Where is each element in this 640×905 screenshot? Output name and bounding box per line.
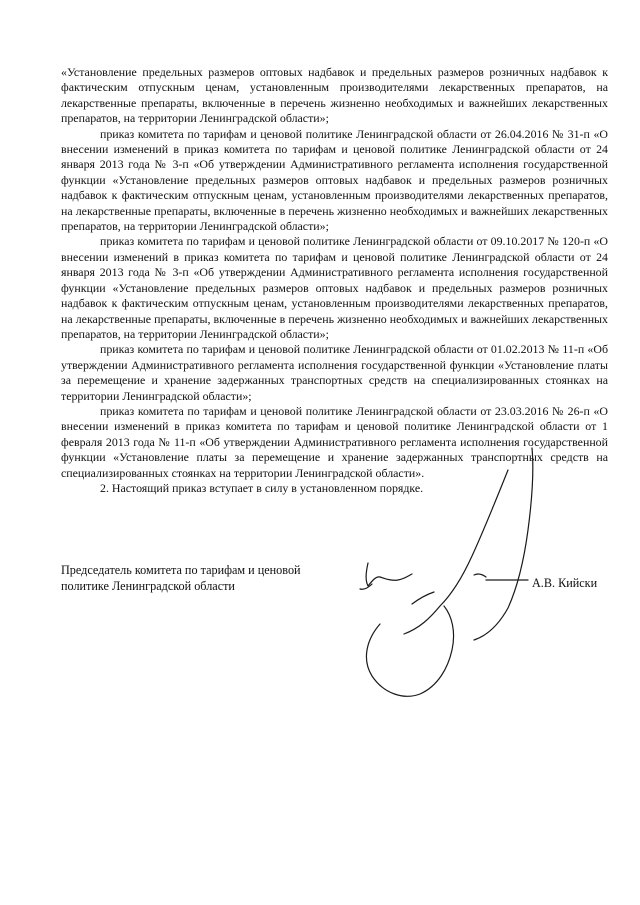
- paragraph-order-11p: приказ комитета по тарифам и ценовой политике Ленинградской области от 01.02.2013 № 11-п «Об утверждении Административного регламента исполнения государственной функции «Установление платы за перемещение и хранение задержанных транспортных средств на специализированных стоянках на территории Ленинградской области»;: [61, 342, 608, 403]
- paragraph-continuation: «Установление предельных размеров оптовых надбавок и предельных размеров розничных надбавок к фактическим отпускным ценам, установленным производителями лекарственных препаратов, на лекарственные препараты, включенные в перечень жизненно необходимых и важнейших лекарственных препаратов, на территории Ленинградской области»;: [61, 65, 608, 126]
- paragraph-item-2: 2. Настоящий приказ вступает в силу в установленном порядке.: [100, 480, 424, 495]
- paragraph-order-120p: приказ комитета по тарифам и ценовой политике Ленинградской области от 09.10.2017 № 120-п «О внесении изменений в приказ комитета по тарифам и ценовой политике Ленинградской области от 24 января 2013 года № 3-п «Об утверждении Административного регламента исполнения государственной функции «Установление предельных размеров оптовых надбавок и предельных размеров розничных надбавок к фактическим отпускным ценам, установленным производителями лекарственных препаратов, на лекарственные препараты, включенные в перечень жизненно необходимых и важнейших лекарственных препаратов, на территории Ленинградской области»;: [61, 234, 608, 341]
- signatory-position: Председатель комитета по тарифам и ценовой политике Ленинградской области: [61, 563, 301, 593]
- document-body: [61, 65, 608, 496]
- signatory-name: А.В. Кийски: [532, 576, 598, 590]
- paragraph-order-31p: приказ комитета по тарифам и ценовой политике Ленинградской области от 26.04.2016 № 31-п «О внесении изменений в приказ комитета по тарифам и ценовой политике Ленинградской области от 24 января 2013 года № 3-п «Об утверждении Административного регламента исполнения государственной функции «Установление предельных размеров оптовых надбавок и предельных размеров розничных надбавок к фактическим отпускным ценам, установленным производителями лекарственных препаратов, на лекарственные препараты, включенные в перечень жизненно необходимых и важнейших лекарственных препаратов, на территории Ленинградской области»;: [61, 126, 608, 234]
- paragraph-order-26p: приказ комитета по тарифам и ценовой политике Ленинградской области от 23.03.2016 № 26-п «О внесении изменений в приказ комитета по тарифам и ценовой политике Ленинградской области от 1 февраля 2013 года № 11-п «Об утверждении Административного регламента исполнения государственной функции «Установление платы за перемещение и хранение задержанных транспортных средств на специализированных стоянках на территории Ленинградской области».: [61, 403, 608, 480]
